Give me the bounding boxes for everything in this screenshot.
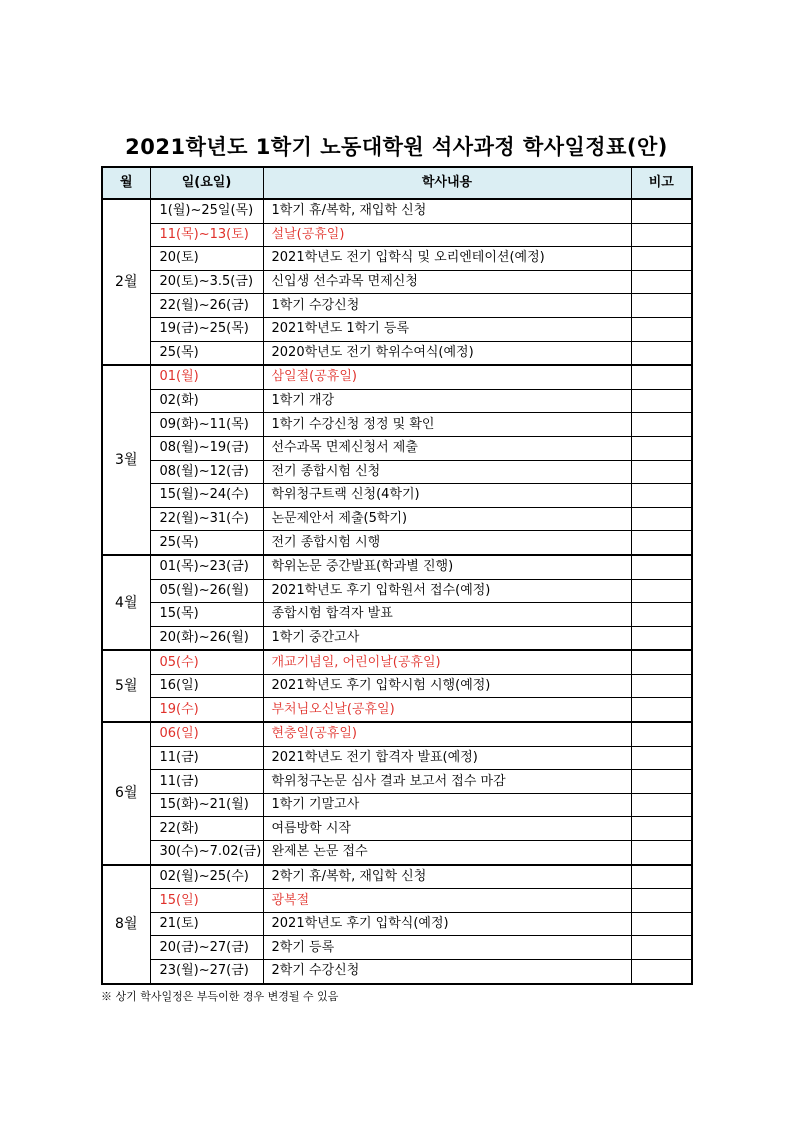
remark-cell — [631, 770, 692, 794]
date-cell: 06(일) — [150, 722, 263, 746]
date-cell: 23(월)~27(금) — [150, 960, 263, 984]
remark-cell — [631, 507, 692, 531]
date-cell: 25(목) — [150, 341, 263, 365]
date-cell: 08(월)~19(금) — [150, 436, 263, 460]
table-row — [102, 317, 692, 341]
remark-cell — [631, 365, 692, 389]
event-cell: 1학기 기말고사 — [263, 793, 631, 817]
table-row — [102, 817, 692, 841]
table-row — [102, 650, 692, 674]
remark-cell — [631, 626, 692, 650]
remark-cell — [631, 555, 692, 579]
table-row — [102, 912, 692, 936]
event-cell: 2021학년도 후기 입학식(예정) — [263, 912, 631, 936]
remark-cell — [631, 413, 692, 437]
remark-cell — [631, 579, 692, 603]
date-cell: 20(토) — [150, 247, 263, 271]
remark-cell — [631, 817, 692, 841]
date-cell: 05(수) — [150, 650, 263, 674]
table-row — [102, 270, 692, 294]
table-row — [102, 746, 692, 770]
event-cell: 1학기 개강 — [263, 389, 631, 413]
event-cell: 여름방학 시작 — [263, 817, 631, 841]
date-cell: 25(목) — [150, 531, 263, 555]
event-cell: 2020학년도 전기 학위수여식(예정) — [263, 341, 631, 365]
remark-cell — [631, 722, 692, 746]
date-cell: 1(월)~25일(목) — [150, 199, 263, 223]
table-row — [102, 531, 692, 555]
month-cell: 5월 — [102, 650, 150, 722]
month-cell: 6월 — [102, 722, 150, 865]
date-cell: 22(월)~26(금) — [150, 294, 263, 318]
event-cell: 개교기념일, 어린이날(공휴일) — [263, 650, 631, 674]
month-group — [102, 865, 692, 984]
table-row — [102, 698, 692, 722]
date-cell: 20(화)~26(월) — [150, 626, 263, 650]
event-cell: 종합시험 합격자 발표 — [263, 603, 631, 627]
date-cell: 19(수) — [150, 698, 263, 722]
header-content: 학사내용 — [263, 167, 631, 199]
date-cell: 02(화) — [150, 389, 263, 413]
remark-cell — [631, 793, 692, 817]
event-cell: 2학기 수강신청 — [263, 960, 631, 984]
header-day: 일(요일) — [150, 167, 263, 199]
month-group — [102, 199, 692, 365]
table-row — [102, 247, 692, 271]
remark-cell — [631, 223, 692, 247]
remark-cell — [631, 270, 692, 294]
remark-cell — [631, 889, 692, 913]
table-header — [102, 167, 692, 199]
table-row — [102, 960, 692, 984]
table-row — [102, 889, 692, 913]
date-cell: 22(월)~31(수) — [150, 507, 263, 531]
date-cell: 09(화)~11(목) — [150, 413, 263, 437]
date-cell: 08(월)~12(금) — [150, 460, 263, 484]
remark-cell — [631, 936, 692, 960]
event-cell: 광복절 — [263, 889, 631, 913]
month-group — [102, 365, 692, 555]
date-cell: 16(일) — [150, 674, 263, 698]
remark-cell — [631, 317, 692, 341]
date-cell: 22(화) — [150, 817, 263, 841]
event-cell: 2021학년도 후기 입학시험 시행(예정) — [263, 674, 631, 698]
table-row — [102, 770, 692, 794]
academic-schedule-table — [101, 166, 693, 985]
month-group — [102, 555, 692, 650]
date-cell: 19(금)~25(목) — [150, 317, 263, 341]
date-cell: 01(목)~23(금) — [150, 555, 263, 579]
table-row — [102, 722, 692, 746]
event-cell: 1학기 휴/복학, 재입학 신청 — [263, 199, 631, 223]
event-cell: 전기 종합시험 시행 — [263, 531, 631, 555]
month-cell: 4월 — [102, 555, 150, 650]
remark-cell — [631, 912, 692, 936]
event-cell: 현충일(공휴일) — [263, 722, 631, 746]
table-row — [102, 413, 692, 437]
date-cell: 11(금) — [150, 746, 263, 770]
table-row — [102, 841, 692, 865]
table-row — [102, 341, 692, 365]
table-row — [102, 365, 692, 389]
date-cell: 21(토) — [150, 912, 263, 936]
event-cell: 논문제안서 제출(5학기) — [263, 507, 631, 531]
event-cell: 학위청구트랙 신청(4학기) — [263, 484, 631, 508]
date-cell: 20(금)~27(금) — [150, 936, 263, 960]
date-cell: 11(금) — [150, 770, 263, 794]
remark-cell — [631, 746, 692, 770]
event-cell: 2021학년도 전기 합격자 발표(예정) — [263, 746, 631, 770]
event-cell: 2021학년도 후기 입학원서 접수(예정) — [263, 579, 631, 603]
remark-cell — [631, 698, 692, 722]
event-cell: 전기 종합시험 신청 — [263, 460, 631, 484]
page-title: 2021학년도 1학기 노동대학원 석사과정 학사일정표(안) — [125, 135, 668, 159]
remark-cell — [631, 294, 692, 318]
event-cell: 2학기 휴/복학, 재입학 신청 — [263, 865, 631, 889]
remark-cell — [631, 603, 692, 627]
remark-cell — [631, 674, 692, 698]
table-row — [102, 579, 692, 603]
date-cell: 30(수)~7.02(금) — [150, 841, 263, 865]
table-row — [102, 294, 692, 318]
event-cell: 1학기 중간고사 — [263, 626, 631, 650]
date-cell: 11(목)~13(토) — [150, 223, 263, 247]
table-row — [102, 223, 692, 247]
date-cell: 20(토)~3.5(금) — [150, 270, 263, 294]
table-row — [102, 555, 692, 579]
event-cell: 2021학년도 1학기 등록 — [263, 317, 631, 341]
table-row — [102, 199, 692, 223]
remark-cell — [631, 460, 692, 484]
date-cell: 05(월)~26(월) — [150, 579, 263, 603]
month-group — [102, 650, 692, 722]
event-cell: 학위청구논문 심사 결과 보고서 접수 마감 — [263, 770, 631, 794]
table-row — [102, 674, 692, 698]
remark-cell — [631, 865, 692, 889]
remark-cell — [631, 960, 692, 984]
event-cell: 1학기 수강신청 정정 및 확인 — [263, 413, 631, 437]
remark-cell — [631, 341, 692, 365]
remark-cell — [631, 484, 692, 508]
month-cell: 8월 — [102, 865, 150, 984]
month-cell: 3월 — [102, 365, 150, 555]
remark-cell — [631, 531, 692, 555]
table-row — [102, 936, 692, 960]
table-row — [102, 460, 692, 484]
event-cell: 부처님오신날(공휴일) — [263, 698, 631, 722]
event-cell: 학위논문 중간발표(학과별 진행) — [263, 555, 631, 579]
footnote: ※ 상기 학사일정은 부득이한 경우 변경될 수 있음 — [101, 990, 339, 1003]
date-cell: 02(월)~25(수) — [150, 865, 263, 889]
table-row — [102, 865, 692, 889]
remark-cell — [631, 247, 692, 271]
table-row — [102, 436, 692, 460]
remark-cell — [631, 436, 692, 460]
date-cell: 15(일) — [150, 889, 263, 913]
date-cell: 15(목) — [150, 603, 263, 627]
table-row — [102, 389, 692, 413]
event-cell: 신입생 선수과목 면제신청 — [263, 270, 631, 294]
remark-cell — [631, 199, 692, 223]
event-cell: 완제본 논문 접수 — [263, 841, 631, 865]
table-row — [102, 603, 692, 627]
event-cell: 1학기 수강신청 — [263, 294, 631, 318]
table-row — [102, 484, 692, 508]
event-cell: 삼일절(공휴일) — [263, 365, 631, 389]
header-note: 비고 — [631, 167, 692, 199]
remark-cell — [631, 841, 692, 865]
date-cell: 15(월)~24(수) — [150, 484, 263, 508]
table-row — [102, 793, 692, 817]
header-month: 월 — [102, 167, 150, 199]
event-cell: 2021학년도 전기 입학식 및 오리엔테이션(예정) — [263, 247, 631, 271]
event-cell: 설날(공휴일) — [263, 223, 631, 247]
remark-cell — [631, 389, 692, 413]
event-cell: 2학기 등록 — [263, 936, 631, 960]
table-row — [102, 626, 692, 650]
table-row — [102, 507, 692, 531]
event-cell: 선수과목 면제신청서 제출 — [263, 436, 631, 460]
month-cell: 2월 — [102, 199, 150, 365]
date-cell: 01(월) — [150, 365, 263, 389]
remark-cell — [631, 650, 692, 674]
month-group — [102, 722, 692, 865]
date-cell: 15(화)~21(월) — [150, 793, 263, 817]
